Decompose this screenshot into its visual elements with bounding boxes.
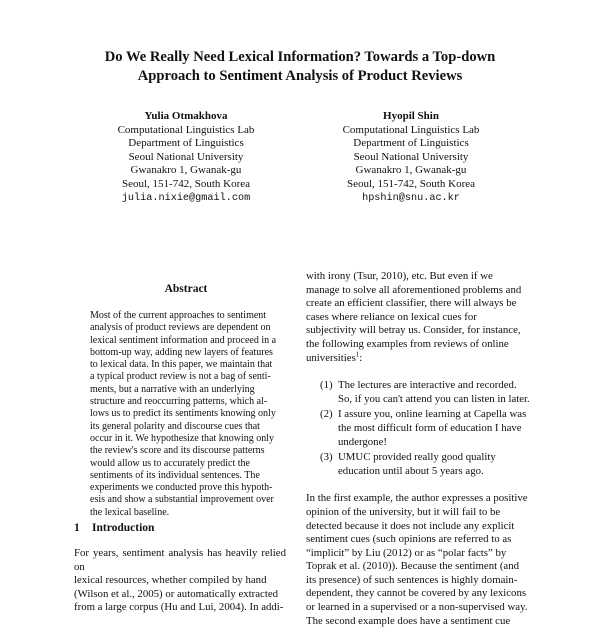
body-line: cases where reliance on lexical cues for — [306, 310, 477, 323]
abstract-line: would allow us to accurately predict the — [90, 457, 250, 469]
author-address: Gwanakro 1, Gwanak-gu — [355, 164, 467, 177]
abstract-line: a typical product review is not a bag of senti- — [90, 371, 271, 383]
example-item — [320, 451, 530, 478]
abstract-line: structure and reoccurring patterns, which al- — [90, 396, 268, 408]
author-name: Yulia Otmakhova — [144, 110, 228, 122]
abstract-line: esis and show a substantial improvement over — [90, 494, 274, 506]
abstract-line: ments, but a narrative with an underlying — [90, 383, 255, 395]
example-text: UMUC provided really good quality education until about 5 years ago. — [338, 451, 496, 477]
abstract-line: lows us to predict its sentiments knowing only — [90, 408, 276, 420]
abstract-body — [90, 310, 280, 519]
examples-list — [306, 379, 530, 478]
example-number: (1) — [320, 379, 333, 392]
body-line: with irony (Tsur, 2010), etc. But even if we — [306, 270, 493, 282]
abstract-line: bottom-up way, adding new layers of features — [90, 346, 273, 358]
introduction-body — [74, 547, 286, 615]
body-line: manage to solve all aforementioned problems and — [306, 283, 522, 296]
abstract-line: its general polarity and discourse cues that — [90, 420, 260, 432]
section-title: Introduction — [92, 522, 155, 534]
example-text: The lectures are interactive and recorded. So, if you can't attend you can listen in later. — [338, 379, 530, 405]
intro-line: (Wilson et al., 2005) or automatically extracted — [74, 587, 279, 600]
body-line: dependent, they cannot be covered by any lexicons — [306, 587, 527, 600]
body-line: subjectivity will betray us. Consider, for instance, — [306, 324, 521, 337]
author-univ: Seoul National University — [128, 150, 244, 163]
abstract-line: Most of the current approaches to sentiment — [90, 310, 267, 321]
intro-line: For years, sentiment analysis has heavily relied on — [74, 547, 286, 573]
body-text: : — [359, 351, 363, 364]
body-line: The second example does have a sentiment cue — [306, 614, 511, 627]
author-email: julia.nixie@gmail.com — [121, 192, 251, 204]
author-dept: Department of Linguistics — [353, 137, 469, 150]
body-text: universities — [306, 351, 356, 364]
example-number: (2) — [320, 408, 333, 421]
paper-title — [60, 48, 540, 86]
body-line: the following examples from reviews of online — [306, 337, 509, 350]
author-dept: Department of Linguistics — [128, 137, 244, 150]
intro-line: from a large corpus (Hu and Lui, 2004). In addi- — [74, 601, 284, 614]
author-lab: Computational Linguistics Lab — [117, 123, 255, 136]
abstract-line: the lexical baseline. — [90, 506, 170, 518]
intro-line: lexical resources, whether compiled by hand — [74, 574, 267, 587]
body-line — [306, 349, 530, 366]
abstract-line: to lexical data. In this paper, we maintain that — [90, 359, 273, 371]
body-line: Toprak et al. (2010)). Because the sentiment (and — [306, 560, 520, 573]
title-line: Do We Really Need Lexical Information? Towards a Top-down — [104, 49, 496, 65]
body-line: opinion of the university, but it will fail to be — [306, 505, 501, 518]
example-text: I assure you, online learning at Capella was the most difficult form of education I have undergone! — [338, 408, 527, 448]
section-number: 1 — [74, 522, 80, 534]
author-univ: Seoul National University — [353, 150, 469, 163]
example-item — [320, 408, 530, 449]
body-line: its presence) of such sentences is highly domain- — [306, 573, 518, 586]
author-address: Seoul, 151-742, South Korea — [121, 177, 250, 190]
author-address: Gwanakro 1, Gwanak-gu — [130, 164, 242, 177]
body-line: “implicit” by Liu (2012) or as “polar facts” by — [306, 546, 507, 559]
author-lab: Computational Linguistics Lab — [342, 123, 480, 136]
example-number: (3) — [320, 451, 333, 464]
abstract-heading: Abstract — [164, 283, 208, 295]
body-line: sentiment cues (such opinions are referred to as — [306, 533, 512, 546]
author-name: Hyopil Shin — [383, 110, 439, 122]
author-block — [311, 110, 511, 205]
author-address: Seoul, 151-742, South Korea — [346, 177, 475, 190]
abstract-line: occur in it. We hypothesize that knowing only — [90, 432, 274, 444]
abstract-line: analysis of product reviews are dependent on — [90, 322, 271, 334]
abstract-line: experiments we conducted prove this hypoth- — [90, 482, 273, 494]
body-line: In the first example, the author expresses a positive — [306, 492, 528, 505]
title-line: Approach to Sentiment Analysis of Product Reviews — [137, 68, 463, 84]
abstract-line: the review's score and its discourse patterns — [90, 445, 265, 457]
body-line: create an efficient classifier, there will always be — [306, 297, 517, 310]
body-line: detected because it does not include any explicit — [306, 519, 515, 532]
section-heading — [74, 522, 154, 534]
abstract-line: lexical sentiment information and proceed in a — [90, 334, 277, 346]
right-column — [306, 270, 530, 628]
author-block — [86, 110, 286, 205]
example-item — [320, 379, 530, 406]
author-email: hpshin@snu.ac.kr — [362, 192, 460, 204]
footnote-marker: 1 — [355, 349, 360, 358]
body-line: or learned in a supervised or a non-supervised way. — [306, 601, 528, 614]
abstract-line: sentiments of its individual sentences. The — [90, 469, 260, 481]
